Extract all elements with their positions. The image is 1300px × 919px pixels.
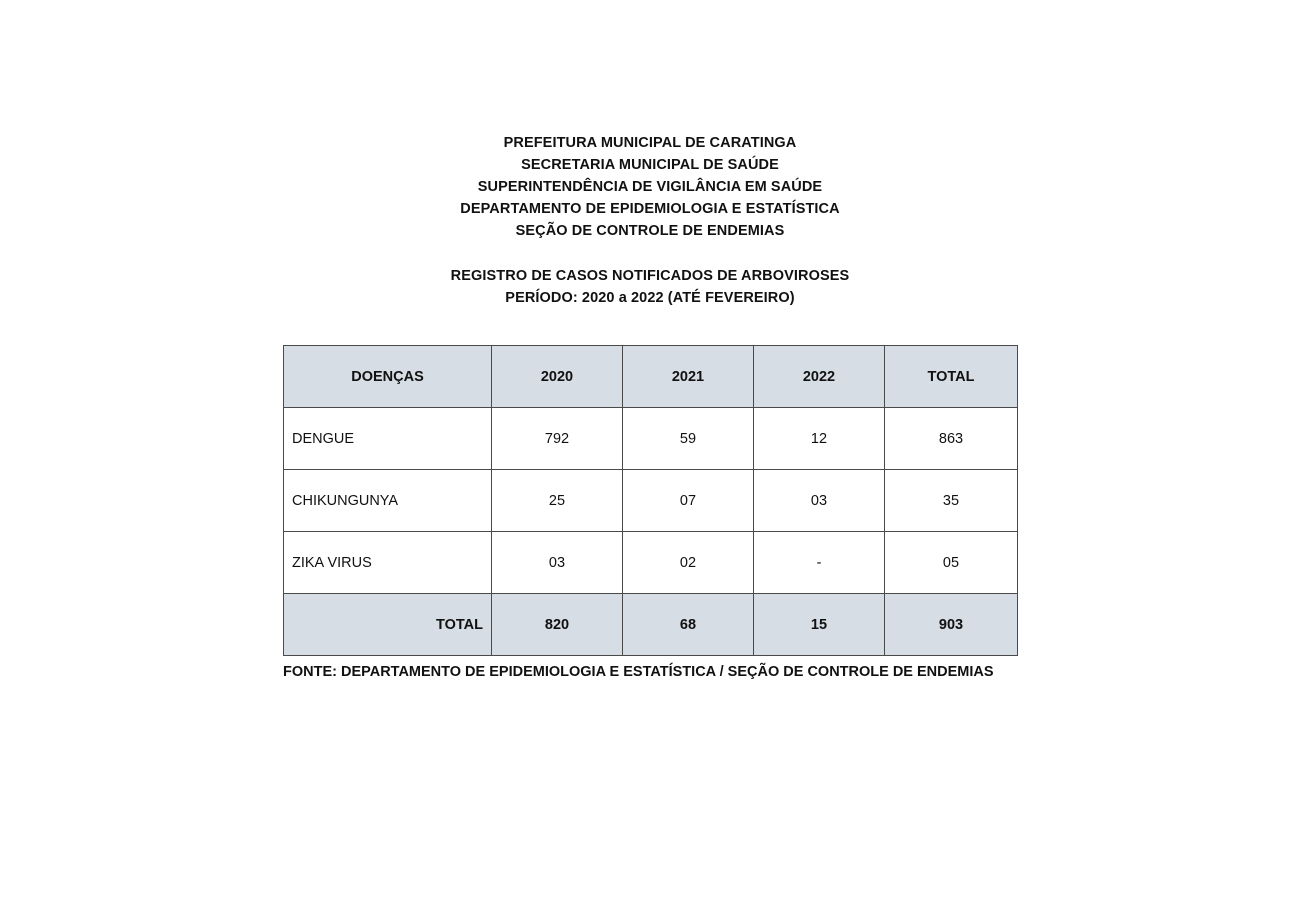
column-header-total: TOTAL [885, 346, 1018, 408]
value-cell: 12 [754, 408, 885, 470]
disease-name-cell: ZIKA VIRUS [284, 532, 492, 594]
disease-name-cell: CHIKUNGUNYA [284, 470, 492, 532]
disease-name-cell: DENGUE [284, 408, 492, 470]
value-cell: 05 [885, 532, 1018, 594]
value-cell: 59 [623, 408, 754, 470]
column-header-2020: 2020 [492, 346, 623, 408]
table-row [284, 408, 1018, 470]
source-note: FONTE: DEPARTAMENTO DE EPIDEMIOLOGIA E ESTATÍSTICA / SEÇÃO DE CONTROLE DE ENDEMIAS [283, 664, 994, 680]
value-cell: 25 [492, 470, 623, 532]
value-cell: 35 [885, 470, 1018, 532]
table-total-row [284, 594, 1018, 656]
header-line-secretaria: SECRETARIA MUNICIPAL DE SAÚDE [521, 157, 779, 173]
value-cell: 792 [492, 408, 623, 470]
value-cell: 07 [623, 470, 754, 532]
header-line-superintendencia: SUPERINTENDÊNCIA DE VIGILÂNCIA EM SAÚDE [477, 179, 823, 195]
table-row [284, 532, 1018, 594]
value-cell: 03 [754, 470, 885, 532]
institution-header [0, 132, 1300, 242]
header-line-departamento: DEPARTAMENTO DE EPIDEMIOLOGIA E ESTATÍSTICA [460, 201, 840, 217]
total-label-cell: TOTAL [284, 594, 492, 656]
report-title: REGISTRO DE CASOS NOTIFICADOS DE ARBOVIROSES [450, 268, 850, 284]
total-value-cell: 820 [492, 594, 623, 656]
table-row [284, 470, 1018, 532]
arbovirus-cases-table [283, 345, 1018, 656]
value-cell: 03 [492, 532, 623, 594]
header-line-secao: SEÇÃO DE CONTROLE DE ENDEMIAS [515, 223, 785, 239]
total-value-cell: 903 [885, 594, 1018, 656]
column-header-2022: 2022 [754, 346, 885, 408]
report-title-block [0, 265, 1300, 309]
total-value-cell: 15 [754, 594, 885, 656]
total-value-cell: 68 [623, 594, 754, 656]
value-cell: 02 [623, 532, 754, 594]
column-header-2021: 2021 [623, 346, 754, 408]
report-period: PERÍODO: 2020 a 2022 (ATÉ FEVEREIRO) [505, 290, 795, 306]
value-cell: - [754, 532, 885, 594]
column-header-doencas: DOENÇAS [284, 346, 492, 408]
value-cell: 863 [885, 408, 1018, 470]
header-line-prefeitura: PREFEITURA MUNICIPAL DE CARATINGA [503, 135, 797, 151]
table-header-row [284, 346, 1018, 408]
